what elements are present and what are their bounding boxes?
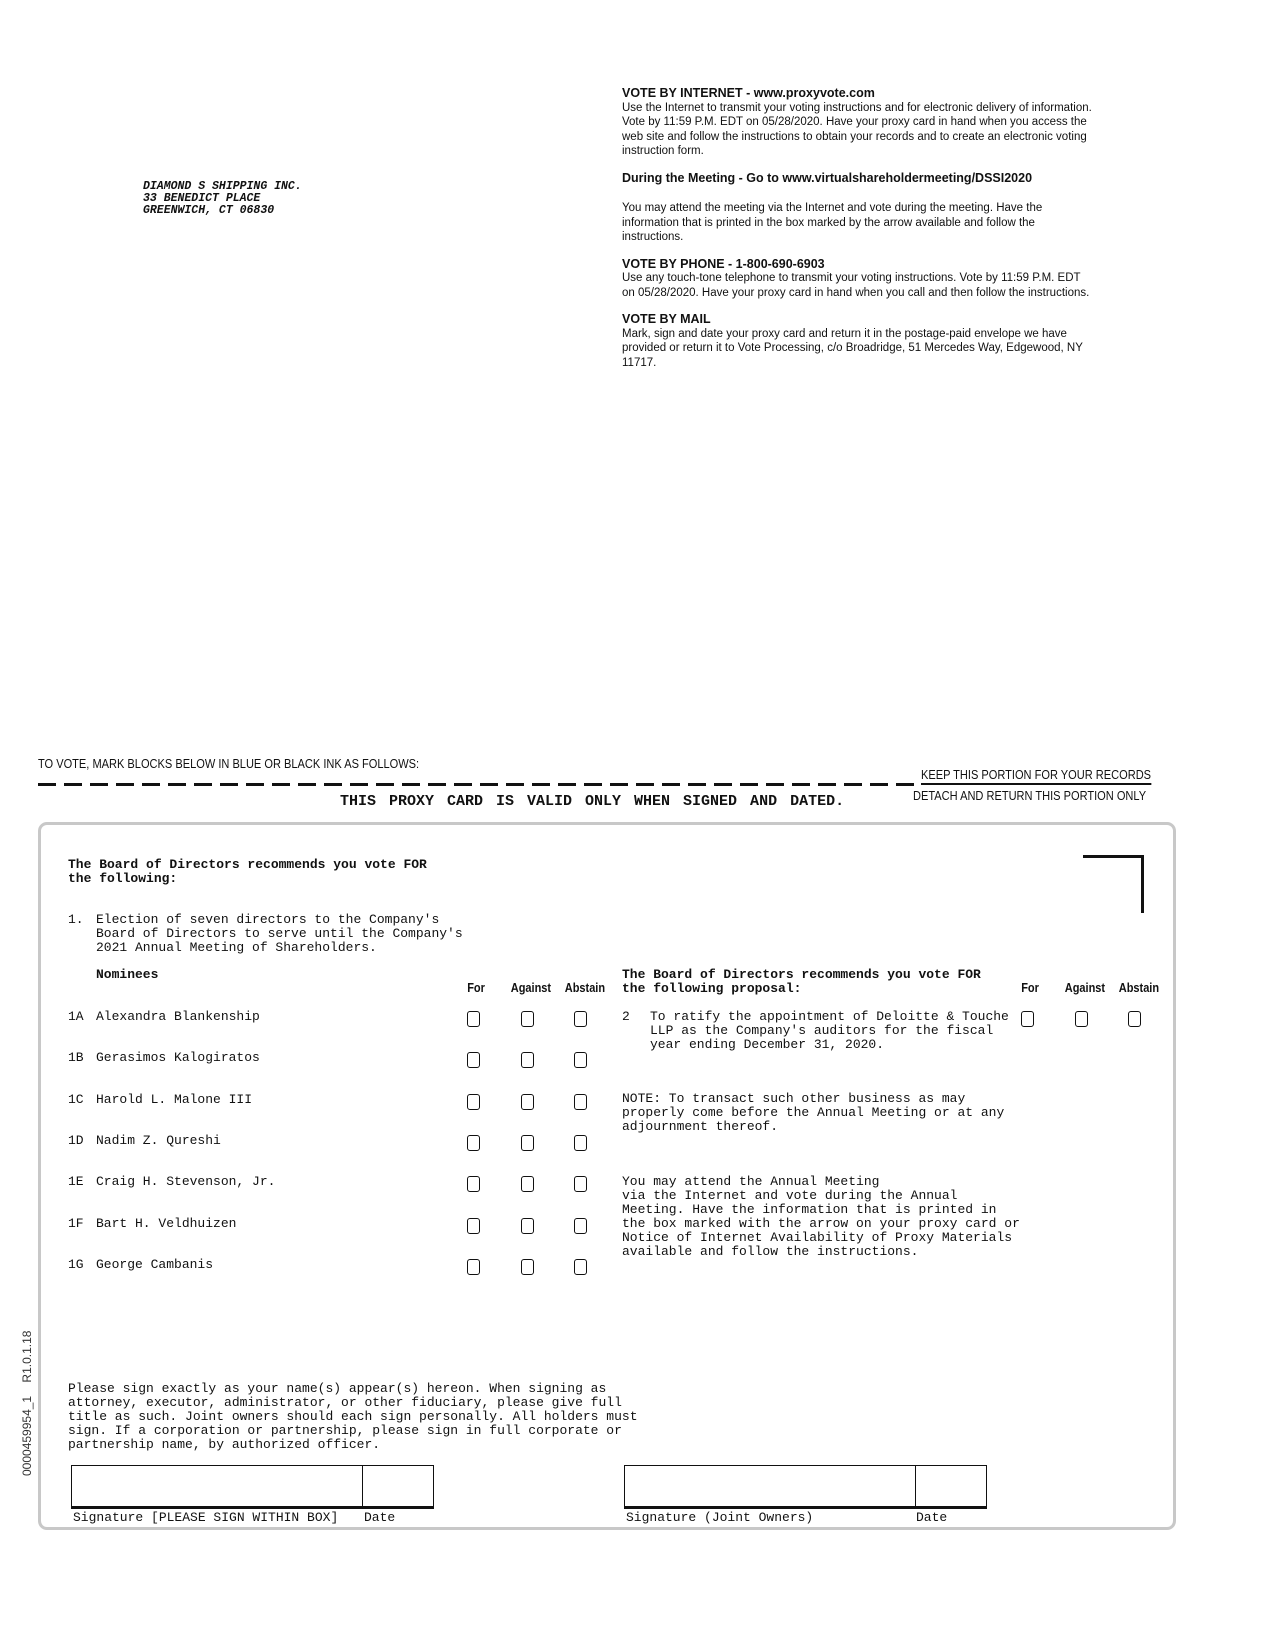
nominees-label: Nominees [96, 967, 159, 982]
item1-number: 1. [68, 912, 84, 927]
corner-mark [1083, 855, 1144, 913]
instruction-section [622, 171, 1094, 186]
checkbox-for[interactable] [467, 1052, 480, 1068]
instruction-body: Use any touch-tone telephone to transmit your voting instructions. Vote by 11:59 P.M. EDT on 05/28/2020. Have your proxy card in hand when you call and then follow the instructions. [622, 272, 1090, 299]
checkbox-abstain[interactable] [574, 1135, 587, 1151]
proposal-column-header-abstain: Abstain [1118, 981, 1160, 995]
nominee-code: 1F [68, 1215, 84, 1231]
nominee-name: Nadim Z. Qureshi [96, 1132, 221, 1148]
checkbox-abstain[interactable] [574, 1176, 587, 1192]
detach-line [38, 783, 918, 786]
checkbox-abstain[interactable] [574, 1259, 587, 1275]
instruction-section [622, 201, 1094, 245]
item2-number: 2 [622, 1009, 630, 1024]
address-line: GREENWICH, CT 06830 [143, 204, 275, 217]
keep-portion: KEEP THIS PORTION FOR YOUR RECORDS [921, 767, 1151, 785]
nominee-code: 1A [68, 1009, 84, 1024]
proposal2-checkbox-against[interactable] [1075, 1011, 1088, 1027]
note-text: NOTE: To transact such other business as may properly come before the Annual Meeting or at any adjournment thereof. [622, 1091, 1005, 1134]
sign-instruction: Please sign exactly as your name(s) appear(s) hereon. When signing as attorney, executor, administrator, or other fiduciary, please give full title as such. Joint owners should each sign personally. All holders must sign. If a corporation or partnership, please sign in full corporate or partnership name, by authorized officer. [68, 1381, 638, 1452]
nominee-name: Alexandra Blankenship [96, 1009, 260, 1024]
checkbox-against[interactable] [521, 1218, 534, 1234]
checkbox-abstain[interactable] [574, 1218, 587, 1234]
proposal2-checkbox-abstain[interactable] [1128, 1011, 1141, 1027]
checkbox-for[interactable] [467, 1011, 480, 1027]
proposal-column-header-against: Against [1064, 981, 1106, 995]
valid-notice: THIS PROXY CARD IS VALID ONLY WHEN SIGNED AND DATED. [340, 793, 845, 810]
board-recommendation-2: The Board of Directors recommends you vote FOR the following proposal: [622, 967, 981, 996]
nominee-name: Craig H. Stevenson, Jr. [96, 1174, 276, 1190]
joint-date-label: Date [916, 1510, 948, 1525]
instruction-title: During the Meeting - Go to www.virtualshareholdermeeting/DSSI2020 [622, 170, 1033, 185]
checkbox-abstain[interactable] [574, 1094, 587, 1110]
instruction-body: Mark, sign and date your proxy card and return it in the postage-paid envelope we have provided or return it to Vote Processing, c/o Broadridge, 51 Mercedes Way, Edgewood, NY 11717. [622, 327, 1083, 369]
date-label: Date [364, 1510, 396, 1525]
nominee-code: 1D [68, 1132, 84, 1148]
signature-box[interactable] [71, 1465, 363, 1509]
checkbox-for[interactable] [467, 1259, 480, 1275]
instruction-title: VOTE BY PHONE - 1-800-690-6903 [622, 256, 825, 271]
checkbox-for[interactable] [467, 1135, 480, 1151]
column-header-for: For [467, 981, 485, 995]
signature-label: Signature [PLEASE SIGN WITHIN BOX] [73, 1510, 339, 1525]
instruction-body: You may attend the meeting via the Internet and vote during the meeting. Have the information that is printed in the box marked by the arrow available and follow the instructions. [622, 202, 1043, 243]
nominee-code: 1C [68, 1091, 84, 1107]
checkbox-abstain[interactable] [574, 1052, 587, 1068]
instruction-section [622, 86, 1094, 159]
checkbox-abstain[interactable] [574, 1011, 587, 1027]
column-header-against: Against [510, 981, 552, 995]
board-recommendation-1: The Board of Directors recommends you vote FOR the following: [68, 857, 427, 886]
instruction-section [622, 312, 1094, 370]
checkbox-against[interactable] [521, 1176, 534, 1192]
address-line: DIAMOND S SHIPPING INC. [143, 180, 302, 193]
mark-instruction: TO VOTE, MARK BLOCKS BELOW IN BLUE OR BLACK INK AS FOLLOWS: [38, 756, 420, 771]
nominee-code: 1B [68, 1050, 84, 1066]
proposal-column-header-for: For [1021, 981, 1039, 995]
checkbox-against[interactable] [521, 1094, 534, 1110]
nominee-name: Gerasimos Kalogiratos [96, 1050, 260, 1066]
proposal2-checkbox-for[interactable] [1021, 1011, 1034, 1027]
nominee-name: Bart H. Veldhuizen [96, 1215, 237, 1231]
nominee-name: George Cambanis [96, 1256, 214, 1272]
checkbox-against[interactable] [521, 1052, 534, 1068]
joint-date-box[interactable] [915, 1465, 987, 1509]
nominee-code: 1E [68, 1174, 84, 1190]
date-box[interactable] [362, 1465, 434, 1509]
document-code: 0000459954_1 R1.0.1.18 [20, 1330, 34, 1476]
column-header-abstain: Abstain [564, 981, 606, 995]
instruction-section [622, 257, 1094, 301]
instruction-title: VOTE BY MAIL [622, 312, 711, 326]
checkbox-for[interactable] [467, 1218, 480, 1234]
instruction-title: VOTE BY INTERNET - www.proxyvote.com [622, 86, 875, 100]
item1-text: Election of seven directors to the Company's Board of Directors to serve until the Company's 2021 Annual Meeting of Shareholders. [96, 912, 463, 955]
checkbox-against[interactable] [521, 1259, 534, 1275]
item2-text: To ratify the appointment of Deloitte & Touche LLP as the Company's auditors for the fiscal year ending December 31, 2020. [650, 1009, 1009, 1052]
checkbox-for[interactable] [467, 1176, 480, 1192]
checkbox-against[interactable] [521, 1011, 534, 1027]
checkbox-for[interactable] [467, 1094, 480, 1110]
attend-note: You may attend the Annual Meeting via the Internet and vote during the Annual Meeting. Have the information that is printed in the box marked with the arrow on your proxy card or Notice of Internet Availability of Proxy Materials available and follow the instructions. [622, 1174, 1020, 1259]
company-address [143, 181, 302, 217]
checkbox-against[interactable] [521, 1135, 534, 1151]
nominee-code: 1G [68, 1256, 84, 1272]
joint-signature-label: Signature (Joint Owners) [626, 1510, 814, 1525]
instruction-body: Use the Internet to transmit your voting instructions and for electronic delivery of information. Vote by 11:59 P.M. EDT on 05/28/2020. Have your proxy card in hand when you access the web site and follow the instructions to obtain your records and to create an electronic voting instruction form. [622, 101, 1092, 157]
nominee-name: Harold L. Malone III [96, 1091, 253, 1107]
voting-instructions [622, 86, 1094, 382]
detach-portion: DETACH AND RETURN THIS PORTION ONLY [913, 788, 1147, 803]
joint-signature-box[interactable] [624, 1465, 916, 1509]
address-line: 33 BENEDICT PLACE [143, 192, 261, 205]
